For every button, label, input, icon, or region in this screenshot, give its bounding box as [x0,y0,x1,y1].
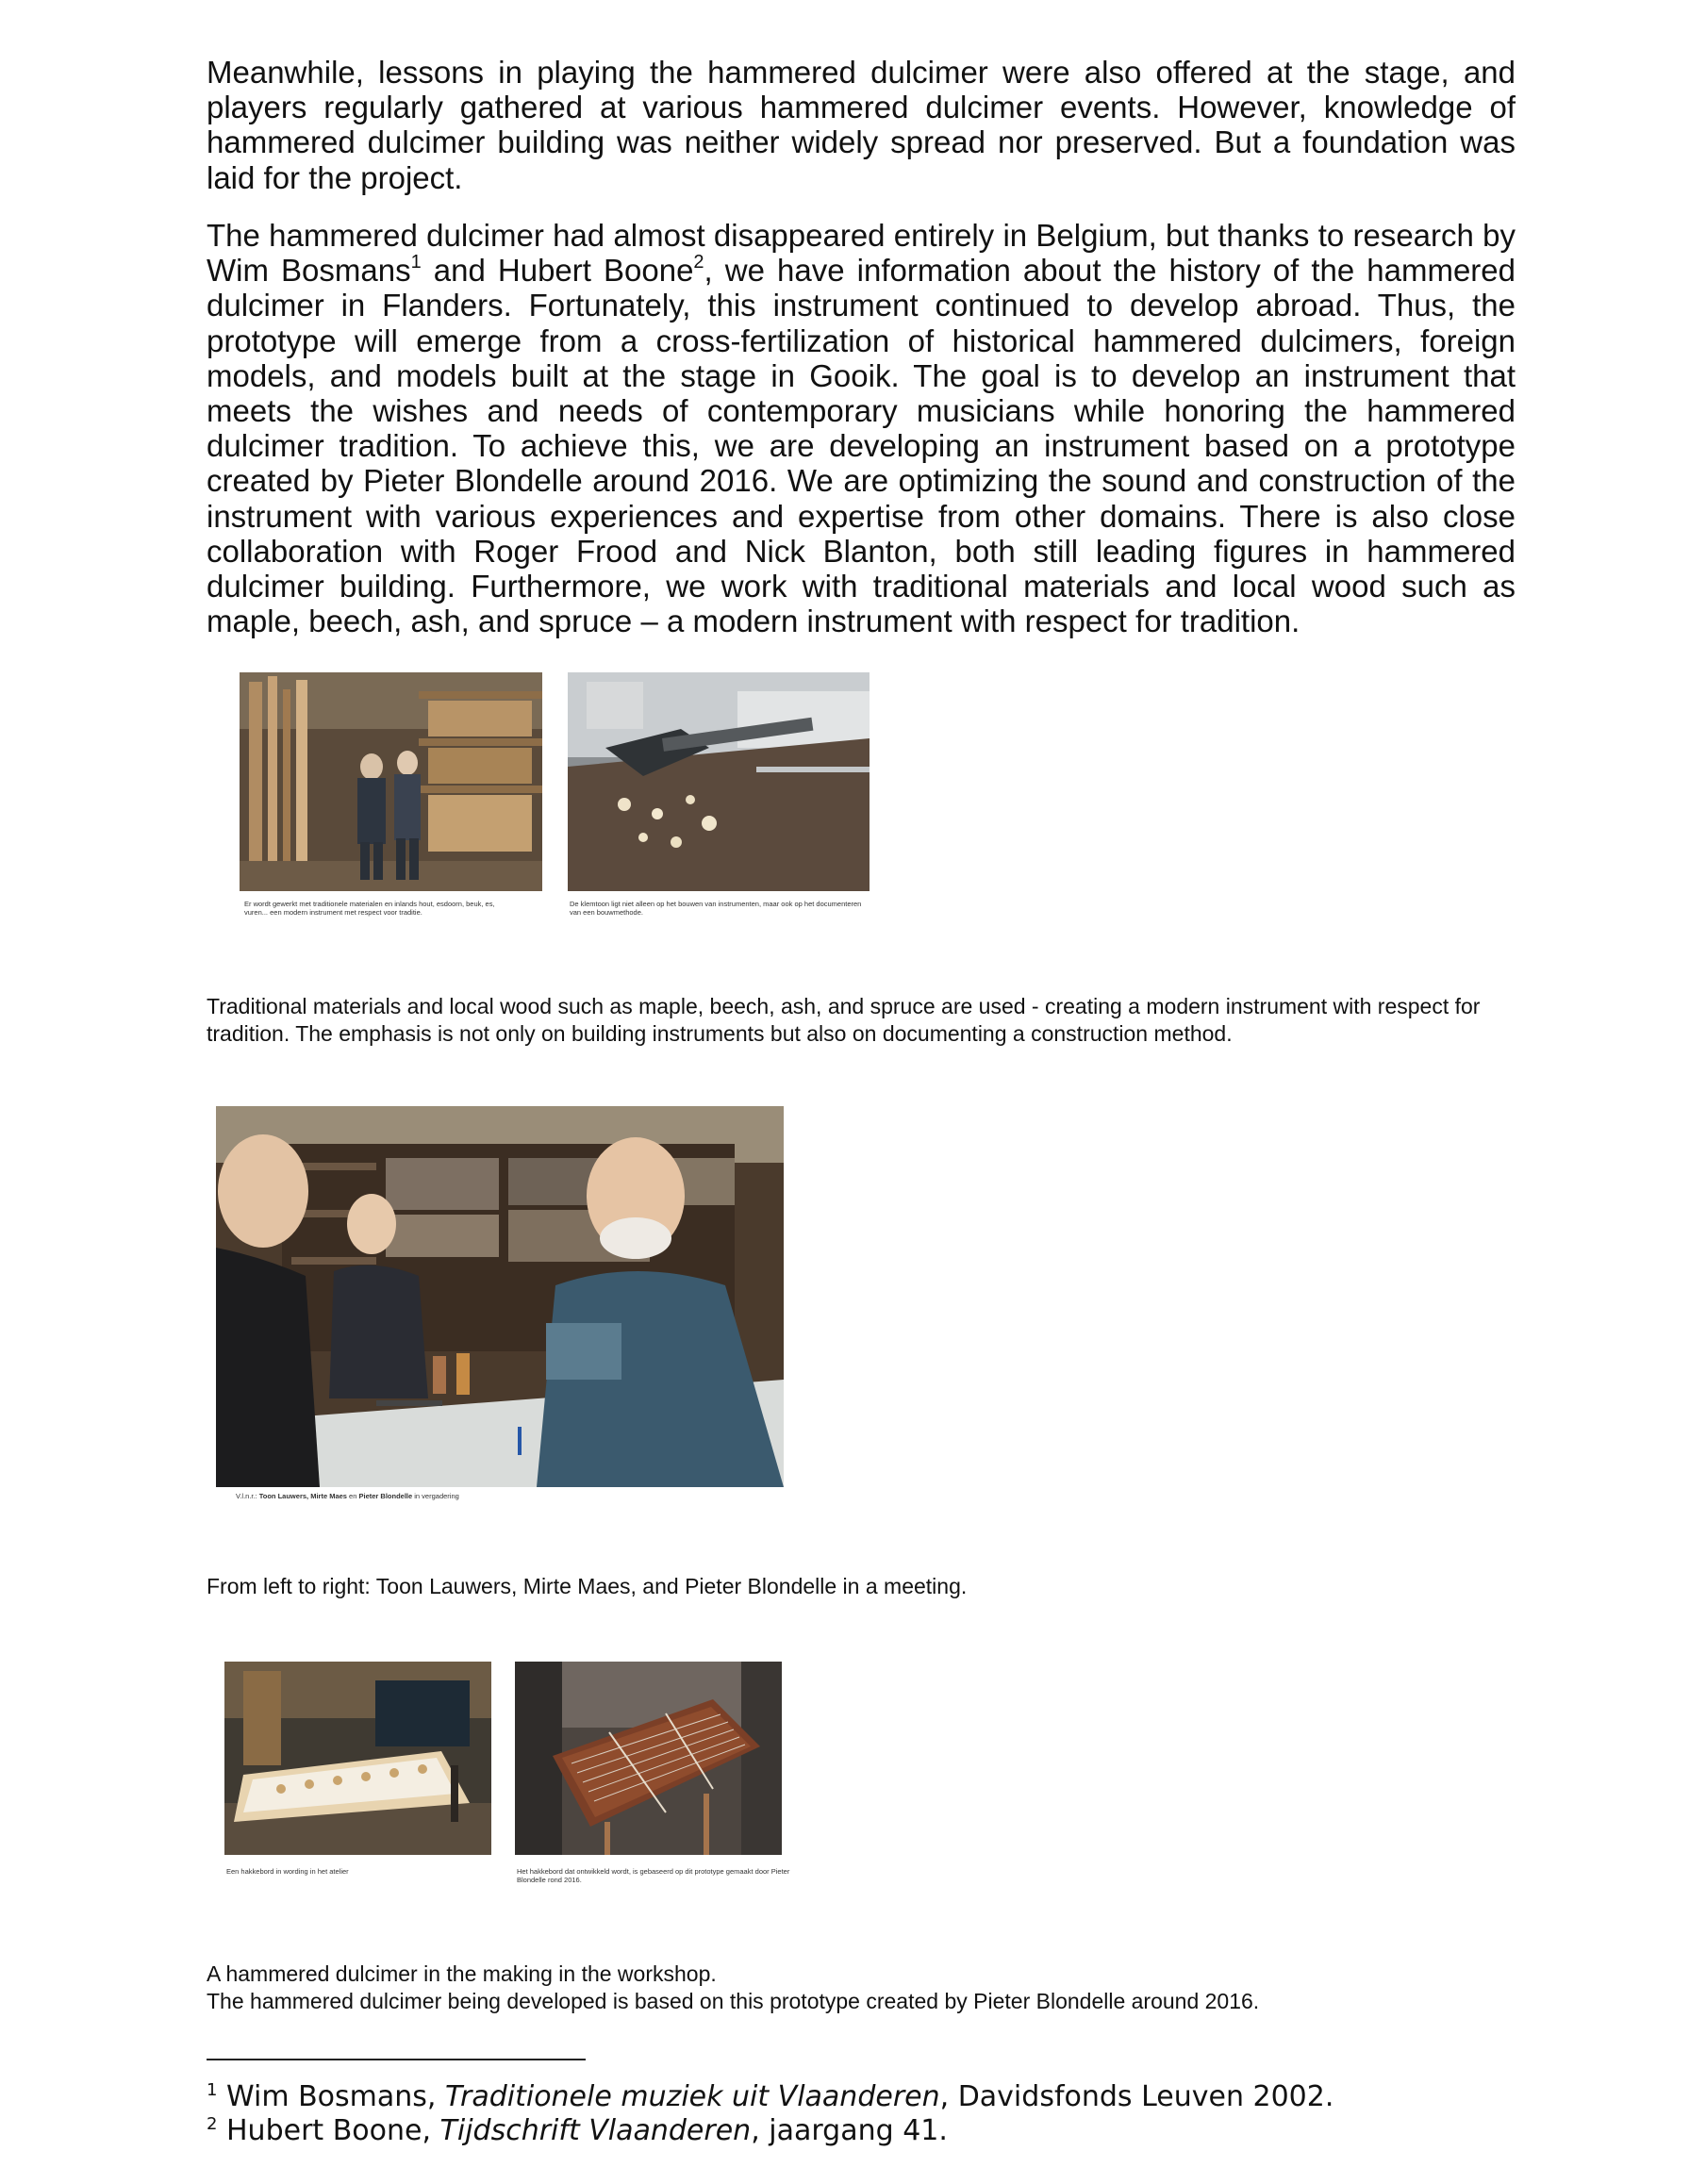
photo-caption-small-prototype: Het hakkebord dat ontwikkeld wordt, is gebaseerd op dit prototype gemaakt door Pieter Blondelle rond 2016. [517,1867,790,1884]
paragraph-history-part-c: , we have information about the history of the hammered dulcimer in Flanders. Fortunately, this instrument continued to develop abroad. Thus, the prototype will emerge from a cross-fertilization of historical hammered dulcimers, foreign models, and models built at the stage in Gooik. The goal is to develop an instrument that meets the wishes and needs of contemporary musicians while honoring the hammered dulcimer tradition. To achieve this, we are developing an instrument based on a prototype created by Pieter Blondelle around 2016. We are optimizing the sound and construction of the instrument with various experiences and expertise from other domains. There is also close collaboration with Roger Frood and Nick Blanton, both still leading figures in hammered dulcimer building. Furthermore, we work with traditional materials and local wood such as maple, beech, ash, and spruce – a modern instrument with respect for tradition. [207,253,1516,639]
caption-name3: Pieter Blondelle [358,1492,413,1500]
photo-caption-small-left: Er wordt gewerkt met traditionele materialen en inlands hout, esdoorn, beuk, es, vuren... een modern instrument met respect voor traditie. [244,900,495,917]
figure-caption-materials: Traditional materials and local wood such as maple, beech, ash, and spruce are used - creating a modern instrument with respect for tradition. The emphasis is not only on building instruments but also on documenting a construction method. [207,994,1481,1046]
paragraph-history-part-b: and Hubert Boone [421,253,694,289]
caption-line-1: A hammered dulcimer in the making in the workshop. [207,1961,717,1986]
paragraph-intro: Meanwhile, lessons in playing the hammered dulcimer were also offered at the stage, and players regularly gathered at various hammered dulcimer events. However, knowledge of hammered dulcimer building was neither widely spread nor preserved. But a foundation was laid for the project. [207,55,1516,195]
footnote-2-title: Tijdschrift Vlaanderen [439,2114,752,2147]
caption-line-2: The hammered dulcimer being developed is based on this prototype created by Pieter Blondelle around 2016. [207,1989,1260,2013]
photo-dulcimer-workshop [224,1662,491,1855]
caption-suffix: in vergadering [412,1492,459,1500]
photo-workbench-hammer [568,672,870,891]
photo-caption-small-workshop: Een hakkebord in wording in het atelier [226,1867,349,1876]
footnote-2-author: Hubert Boone, [226,2114,440,2147]
paragraph-history [207,218,1516,638]
caption-mid: en [346,1492,359,1500]
photo-dulcimer-prototype [515,1662,782,1855]
footnote-1 [207,2081,1333,2113]
footnote-1-number: 1 [207,2080,218,2100]
figure-caption-meeting: From left to right: Toon Lauwers, Mirte Maes, and Pieter Blondelle in a meeting. [207,1574,968,1598]
footnote-2-rest: , jaargang 41. [751,2114,948,2147]
footnote-1-author: Wim Bosmans, [226,2080,445,2113]
photo-wood-storage [240,672,542,891]
paragraph-history-part-a: The hammered dulcimer had almost disappeared entirely in Belgium, but thanks to research by Wim Bosmans [207,218,1516,289]
footnote-2-number: 2 [207,2114,218,2134]
footnote-ref-2: 2 [693,252,704,273]
caption-prefix: V.l.n.r.: [236,1492,259,1500]
footnote-1-rest: , Davidsfonds Leuven 2002. [939,2080,1334,2113]
photo-meeting [216,1106,784,1487]
footnote-divider [207,2059,586,2060]
footnote-ref-1: 1 [410,252,422,273]
footnote-1-title: Traditionele muziek uit Vlaanderen [445,2080,940,2113]
caption-names: Toon Lauwers, Mirte Maes [258,1492,347,1500]
figure-caption-dulcimer [207,1961,1546,2015]
photo-caption-small-right: De klemtoon ligt niet alleen op het bouwen van instrumenten, maar ook op het documenteren van een bouwmethode. [570,900,862,917]
footnote-2 [207,2115,948,2147]
photo-caption-small-meeting [236,1492,613,1500]
